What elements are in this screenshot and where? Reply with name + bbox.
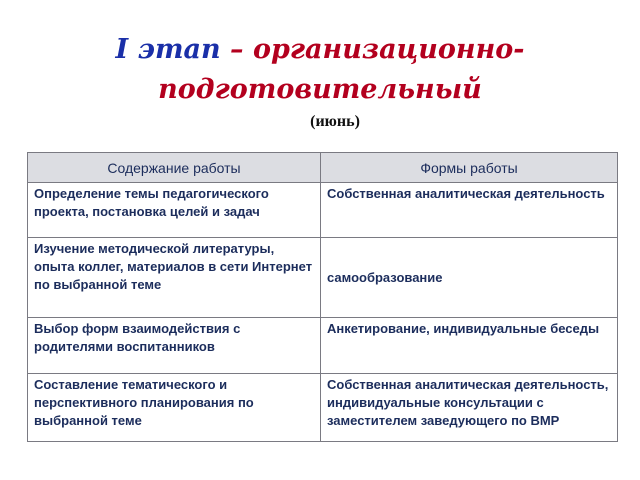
title-dash: – <box>220 34 253 65</box>
table-row <box>28 374 618 442</box>
work-table <box>27 152 618 442</box>
table-row <box>28 238 618 318</box>
header-work-content: Содержание работы <box>28 153 321 183</box>
cell-form: Собственная аналитическая деятельность, индивидуальные консультации с заместителем заведующего по ВМР <box>321 374 618 442</box>
slide-subtitle: (июнь) <box>310 113 360 130</box>
cell-content: Выбор форм взаимодействия с родителями воспитанников <box>28 318 321 374</box>
header-work-forms: Формы работы <box>321 153 618 183</box>
title-line1: организационно- <box>252 34 525 65</box>
table-row <box>28 318 618 374</box>
cell-content: Составление тематического и перспективного планирования по выбранной теме <box>28 374 321 442</box>
table-row <box>28 183 618 238</box>
cell-content: Определение темы педагогического проекта, постановка целей и задач <box>28 183 321 238</box>
cell-form: самообразование <box>321 238 618 318</box>
title-line2: подготовительный <box>158 74 482 105</box>
title-stage: I этап <box>115 34 221 65</box>
cell-form: Анкетирование, индивидуальные беседы <box>321 318 618 374</box>
cell-content: Изучение методической литературы, опыта коллег, материалов в сети Интернет по выбранной теме <box>28 238 321 318</box>
table-header-row <box>28 153 618 183</box>
slide-title <box>0 30 640 110</box>
cell-form: Собственная аналитическая деятельность <box>321 183 618 238</box>
